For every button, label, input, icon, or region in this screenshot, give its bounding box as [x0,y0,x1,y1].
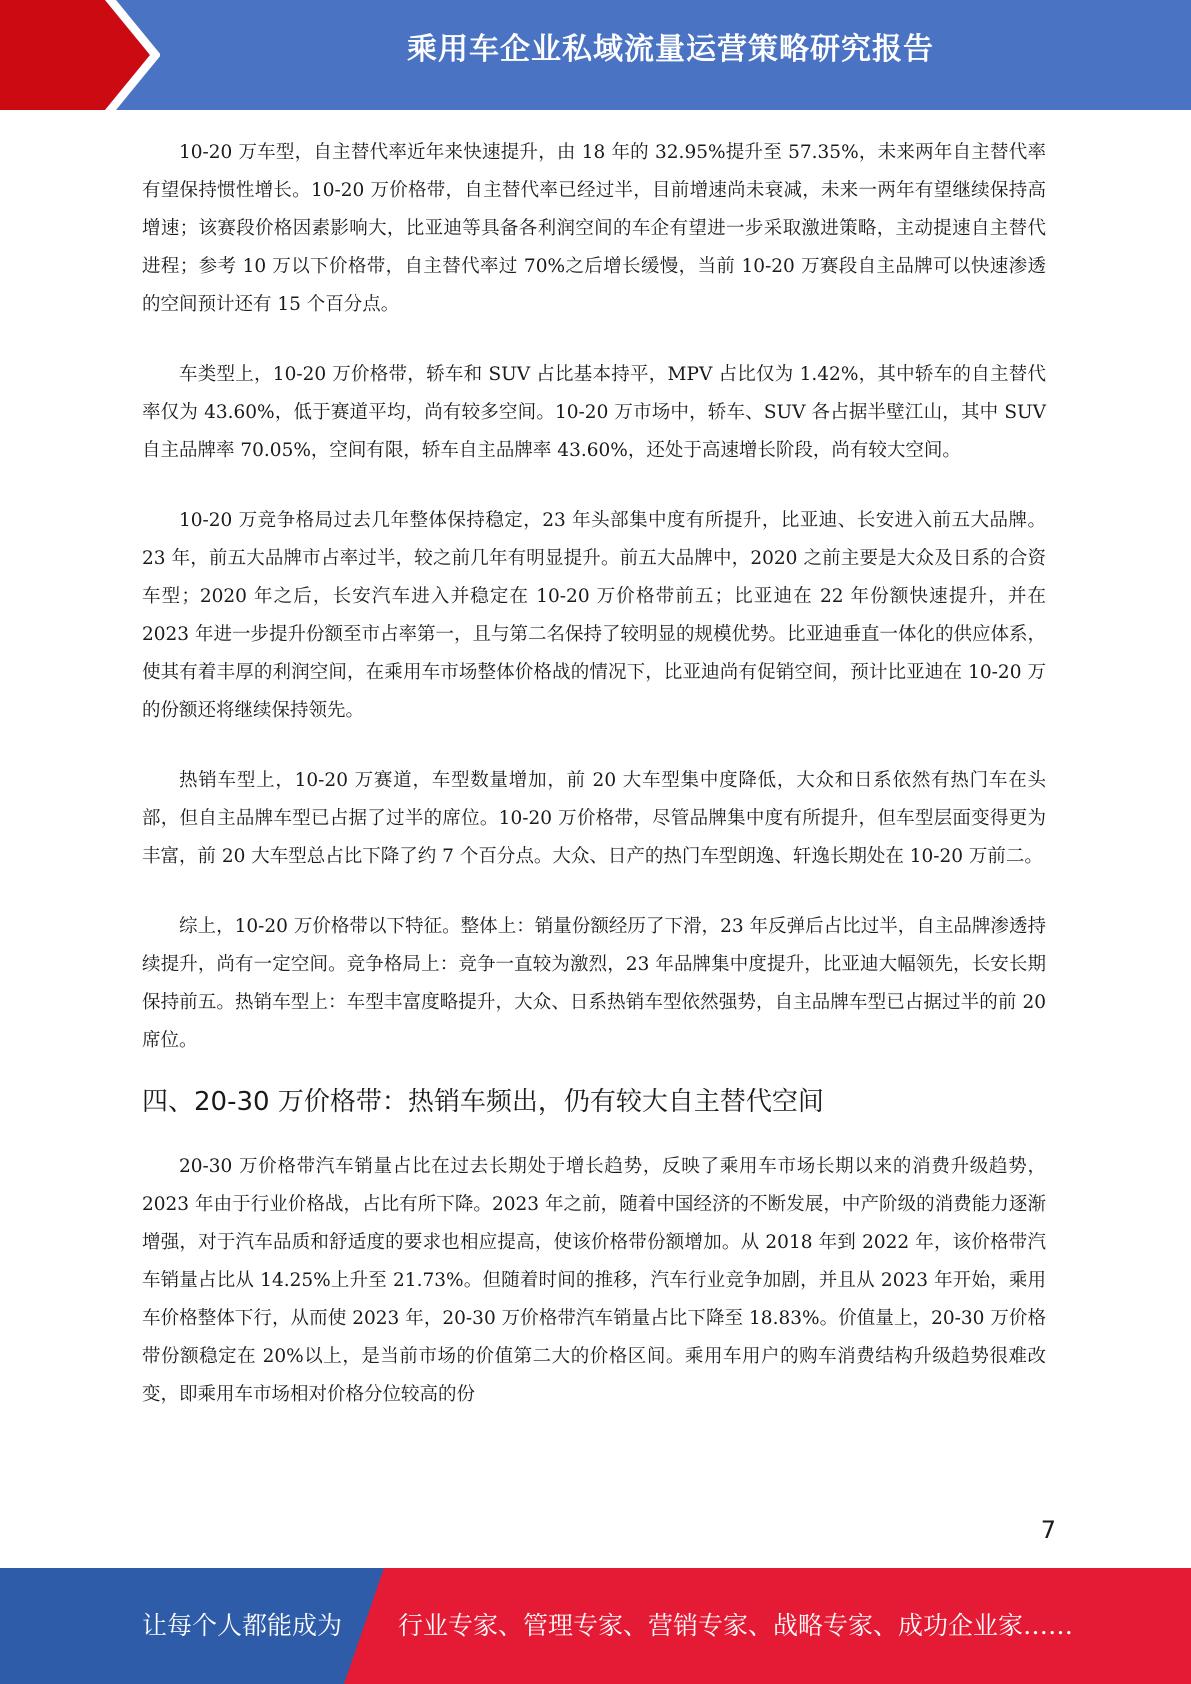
paragraph-4: 热销车型上，10-20 万赛道，车型数量增加，前 20 大车型集中度降低，大众和日系依然有热门车在头部，但自主品牌车型已占据了过半的席位。10-20 万价格带，尽管品牌集中度有所提升，但车型层面变得更为丰富，前 20 大车型总占比下降了约 7 个百分点。大众、日产的热门车型朗逸、轩逸长期处在 10-20 万前二。 [142,770,1046,867]
footer-slogan-left: 让每个人都能成为 [142,1611,343,1640]
paragraph-3: 10-20 万竞争格局过去几年整体保持稳定，23 年头部集中度有所提升，比亚迪、长安进入前五大品牌。23 年，前五大品牌市占率过半，较之前几年有明显提升。前五大品牌中，2020 之前主要是大众及日系的合资车型；2020 年之后，长安汽车进入并稳定在 10-20 万价格带前五；比亚迪在 22 年份额快速提升，并在 2023 年进一步提升份额至市占率第一，且与第二名保持了较明显的规模优势。比亚迪垂直一体化的供应体系，使其有着丰厚的利润空间，在乘用车市场整体价格战的情况下，比亚迪尚有促销空间，预计比亚迪在 10-20 万的份额还将继续保持领先。 [142,510,1046,721]
header-arrow-decoration [0,0,160,110]
page-number: 7 [1040,1516,1056,1544]
page-footer [0,1568,1191,1684]
paragraph-5: 综上，10-20 万价格带以下特征。整体上：销量份额经历了下滑，23 年反弹后占比过半，自主品牌渗透持续提升，尚有一定空间。竞争格局上：竞争一直较为激烈，23 年品牌集中度提升，比亚迪大幅领先，长安长期保持前五。热销车型上：车型丰富度略提升，大众、日系热销车型依然强势，自主品牌车型已占据过半的前 20 席位。 [142,916,1046,1051]
footer-slogan-right: 行业专家、管理专家、营销专家、战略专家、成功企业家…… [398,1611,1074,1640]
page-content [142,134,1046,1414]
report-title: 乘用车企业私域流量运营策略研究报告 [407,32,934,67]
paragraph-2: 车类型上，10-20 万价格带，轿车和 SUV 占比基本持平，MPV 占比仅为 1.42%，其中轿车的自主替代率仅为 43.60%，低于赛道平均，尚有较多空间。10-20 万市场中，轿车、SUV 各占据半壁江山，其中 SUV 自主品牌率 70.05%，空间有限，轿车自主品牌率 43.60%，还处于高速增长阶段，尚有较大空间。 [142,364,1046,461]
page-header [0,0,1191,110]
section-heading: 四、20-30 万价格带：热销车频出，仍有较大自主替代空间 [142,1087,824,1117]
section-paragraph: 20-30 万价格带汽车销量占比在过去长期处于增长趋势，反映了乘用车市场长期以来的消费升级趋势，2023 年由于行业价格战，占比有所下降。2023 年之前，随着中国经济的不断发展，中产阶级的消费能力逐渐增强，对于汽车品质和舒适度的要求也相应提高，使该价格带份额增加。从 2018 年到 2022 年，该价格带汽车销量占比从 14.25%上升至 21.73%。但随着时间的推移，汽车行业竞争加剧，并且从 2023 年开始，乘用车价格整体下行，从而使 2023 年，20-30 万价格带汽车销量占比下降至 18.83%。价值量上，20-30 万价格带份额稳定在 20%以上，是当前市场的价值第二大的价格区间。乘用车用户的购车消费结构升级趋势很难改变，即乘用车市场相对价格分位较高的份 [142,1156,1046,1405]
paragraph-1: 10-20 万车型，自主替代率近年来快速提升，由 18 年的 32.95%提升至 57.35%，未来两年自主替代率有望保持惯性增长。10-20 万价格带，自主替代率已经过半，目前增速尚未衰减，未来一两年有望继续保持高增速；该赛段价格因素影响大，比亚迪等具备各利润空间的车企有望进一步采取激进策略，主动提速自主替代进程；参考 10 万以下价格带，自主替代率过 70%之后增长缓慢，当前 10-20 万赛段自主品牌可以快速渗透的空间预计还有 15 个百分点。 [142,142,1046,315]
